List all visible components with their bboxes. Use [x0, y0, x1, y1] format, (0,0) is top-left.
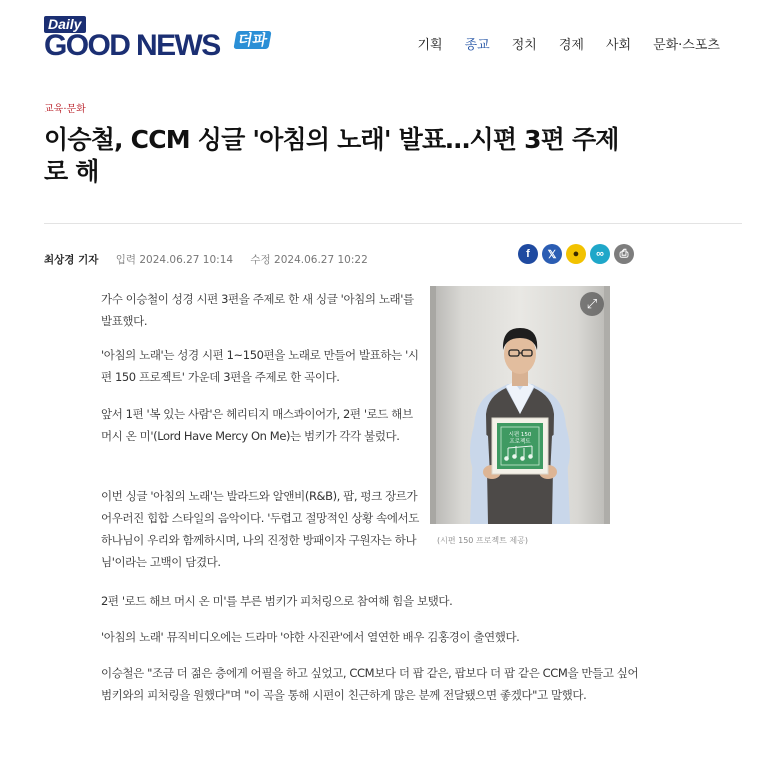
nav-item-religion[interactable]: 종교 — [464, 38, 490, 53]
x-icon[interactable]: 𝕏 — [542, 244, 562, 264]
byline — [44, 252, 382, 267]
article-category[interactable]: 교육·문화 — [44, 104, 86, 115]
site-logo[interactable] — [44, 16, 284, 62]
nav-item-culture-sports[interactable]: 문화·스포츠 — [653, 38, 720, 53]
nav-item-economy[interactable]: 경제 — [558, 38, 584, 53]
link-icon[interactable]: ∞ — [590, 244, 610, 264]
board-text-line-1: 시편 150 — [508, 432, 532, 438]
article-title: 이승철, CCM 싱글 '아침의 노래' 발표…시편 3편 주제로 해 — [44, 125, 619, 186]
article-photo[interactable] — [430, 286, 610, 524]
nav-item-planning[interactable]: 기획 — [417, 38, 443, 53]
board-text-line-2: 프로젝트 — [509, 439, 531, 445]
article-paragraph: 이번 싱글 '아침의 노래'는 발라드와 알앤비(R&B), 팝, 펑크 장르가 어우러진 힙합 스타일의 음악이다. '두렵고 절망적인 상황 속에서도 하나님이 우리와 함께하시며, 나의 진정한 방패이자 구원자는 하나님'이라는 고백이 담겼다. — [101, 489, 419, 569]
logo-main: GOOD NEWS — [44, 29, 220, 62]
published-date: 입력 2024.06.27 10:14 — [115, 254, 234, 266]
article-paragraph: 2편 '로드 해브 머시 온 미'를 부른 범키가 피처링으로 참여해 힘을 보탰다. — [101, 594, 453, 608]
nav-item-politics[interactable]: 정치 — [511, 38, 537, 53]
main-nav — [417, 36, 720, 56]
print-icon[interactable]: ⎙ — [614, 244, 634, 264]
logo-daily: Daily — [44, 16, 86, 33]
article-paragraph: 앞서 1편 '복 있는 사람'은 헤리티지 매스콰이어가, 2편 '로드 해브 머시 온 미'(Lord Have Mercy On Me)는 범키가 각각 불렀다. — [101, 407, 413, 443]
article-paragraph: 이승철은 "조금 더 젊은 층에게 어필을 하고 싶었고, CCM보다 더 팝 같은, 팝보다 더 팝 같은 CCM을 만들고 싶어 범키와의 피처링을 원했다"며 "이 곡을 통해 시편이 친근하게 많은 분께 전달됐으면 좋겠다"고 말했다. — [101, 666, 639, 702]
share-bar — [518, 244, 634, 264]
divider — [44, 223, 742, 224]
photo-caption: (시편 150 프로젝트 제공) — [437, 536, 528, 545]
expand-icon[interactable]: ⤢ — [580, 292, 604, 316]
logo-sub: 더파 — [233, 31, 271, 49]
nav-item-society[interactable]: 사회 — [605, 38, 632, 53]
facebook-icon[interactable]: f — [518, 244, 538, 264]
kakao-icon[interactable]: ● — [566, 244, 586, 264]
author-name: 최상경 기자 — [44, 254, 99, 266]
article-paragraph: '아침의 노래' 뮤직비디오에는 드라마 '야한 사진관'에서 열연한 배우 김홍경이 출연했다. — [101, 630, 520, 644]
singer-photo-illustration — [430, 286, 610, 524]
modified-date: 수정 2024.06.27 10:22 — [250, 254, 368, 266]
article-paragraph: 가수 이승철이 성경 시편 3편을 주제로 한 새 싱글 '아침의 노래'를 발표했다. — [101, 292, 414, 328]
article-paragraph: '아침의 노래'는 성경 시편 1~150편을 노래로 만들어 발표하는 '시편 150 프로젝트' 가운데 3편을 주제로 한 곡이다. — [101, 348, 419, 384]
